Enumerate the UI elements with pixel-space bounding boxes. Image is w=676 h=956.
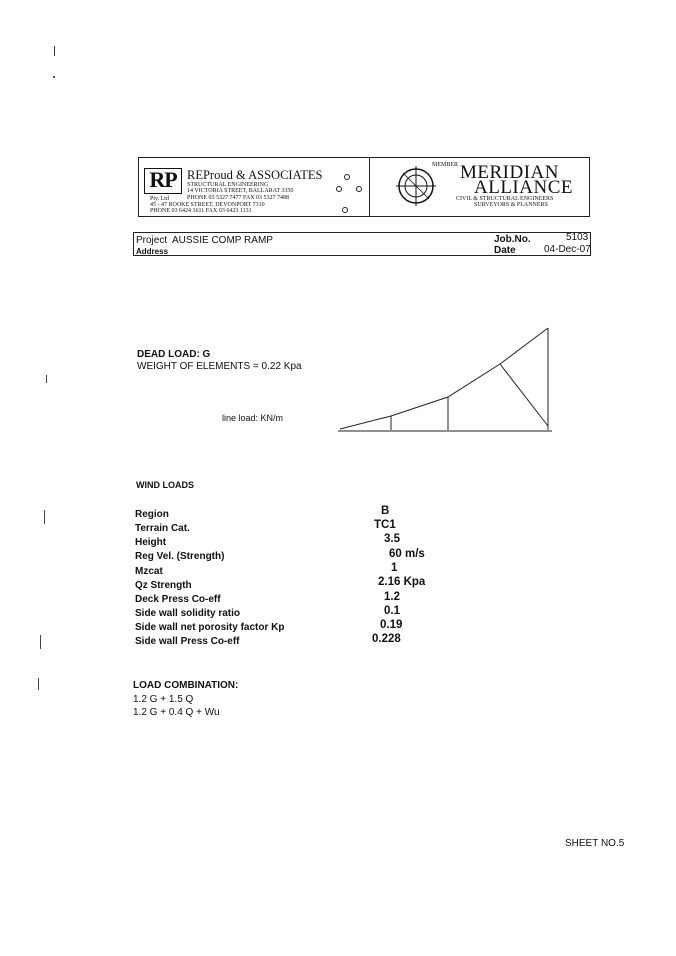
job-no: 5103: [566, 232, 589, 243]
wind-row-label: Mzcat: [135, 566, 163, 577]
member-label: MEMBER: [432, 162, 459, 168]
rp-logo: RP: [144, 168, 182, 194]
scan-speck: [40, 635, 41, 649]
wind-row-label: Reg Vel. (Strength): [135, 551, 225, 562]
project-label: Project: [136, 235, 168, 246]
wind-row-label: Side wall solidity ratio: [135, 608, 241, 619]
load-combination-line1: 1.2 G + 1.5 Q: [133, 694, 194, 705]
wind-row-value: 1.2: [384, 591, 400, 603]
dead-load-title: DEAD LOAD: G: [137, 349, 211, 360]
wind-row-label: Height: [135, 537, 167, 548]
letterhead-divider: [369, 157, 370, 217]
ramp-load-diagram: [330, 320, 560, 440]
alliance-title: ALLIANCE: [474, 177, 573, 198]
scan-speck: [46, 375, 47, 383]
hole-mark: [342, 207, 348, 213]
load-combination-title: LOAD COMBINATION:: [133, 680, 239, 691]
surveyors-line: SURVEYORS & PLANNERS: [474, 202, 548, 208]
hole-mark: [356, 186, 362, 192]
wind-row-label: Qz Strength: [135, 580, 192, 591]
job-label: Job.No.: [494, 234, 531, 245]
wind-row-value: 3.5: [384, 533, 400, 545]
date-label: Date: [494, 245, 516, 256]
wind-row-label: Deck Press Co-eff: [135, 594, 221, 605]
scan-speck: [44, 510, 45, 524]
project-name: AUSSIE COMP RAMP: [172, 235, 273, 246]
firm-line2: 14 VICTORIA STREET, BALLARAT 3350: [187, 188, 294, 194]
line-load-label: line load: KN/m: [222, 413, 284, 423]
wind-row-label: Side wall net porosity factor Kp: [135, 622, 285, 633]
hole-mark: [336, 186, 342, 192]
scan-speck: [53, 76, 55, 78]
scan-speck: [54, 46, 55, 56]
compass-logo-icon: [394, 164, 438, 208]
load-combination-line2: 1.2 G + 0.4 Q + Wu: [133, 707, 220, 718]
firm-line5: PHONE 03 6424 1611 FAX 03 6423 1131: [150, 208, 252, 214]
firm-line4: 45 - 47 ROOKE STREET, DEVONPORT 7310: [150, 202, 265, 208]
wind-row-value: 0.19: [380, 619, 403, 631]
date-value: 04-Dec-07: [544, 244, 591, 255]
meridian-title: MERIDIAN: [460, 162, 559, 183]
weight-of-elements: WEIGHT OF ELEMENTS = 0.22 Kpa: [137, 361, 302, 372]
firm-pty: Pty. Ltd: [150, 196, 169, 202]
address-label: Address: [136, 247, 169, 256]
firm-line3: PHONE 03 5327 7477 FAX 03 5327 7488: [187, 195, 290, 201]
wind-row-label: Side wall Press Co-eff: [135, 636, 240, 647]
wind-row-value: 0.1: [384, 605, 400, 617]
wind-row-label: Terrain Cat.: [135, 523, 190, 534]
wind-loads-title: WIND LOADS: [136, 480, 194, 490]
wind-row-value: 60 m/s: [389, 548, 425, 560]
wind-row-value: B: [381, 505, 390, 517]
wind-row-value: TC1: [374, 519, 396, 531]
firm-name: REProud & ASSOCIATES: [187, 168, 323, 182]
scan-speck: [38, 678, 39, 690]
civil-line: CIVIL & STRUCTURAL ENGINEERS: [456, 196, 554, 202]
sheet-number: SHEET NO.5: [565, 838, 625, 849]
wind-row-label: Region: [135, 509, 169, 520]
hole-mark: [344, 174, 350, 180]
firm-line1: STRUCTURAL ENGINEERING: [187, 182, 269, 188]
wind-row-value: 0.228: [372, 633, 401, 645]
wind-row-value: 2.16 Kpa: [378, 576, 426, 588]
wind-row-value: 1: [391, 562, 398, 574]
